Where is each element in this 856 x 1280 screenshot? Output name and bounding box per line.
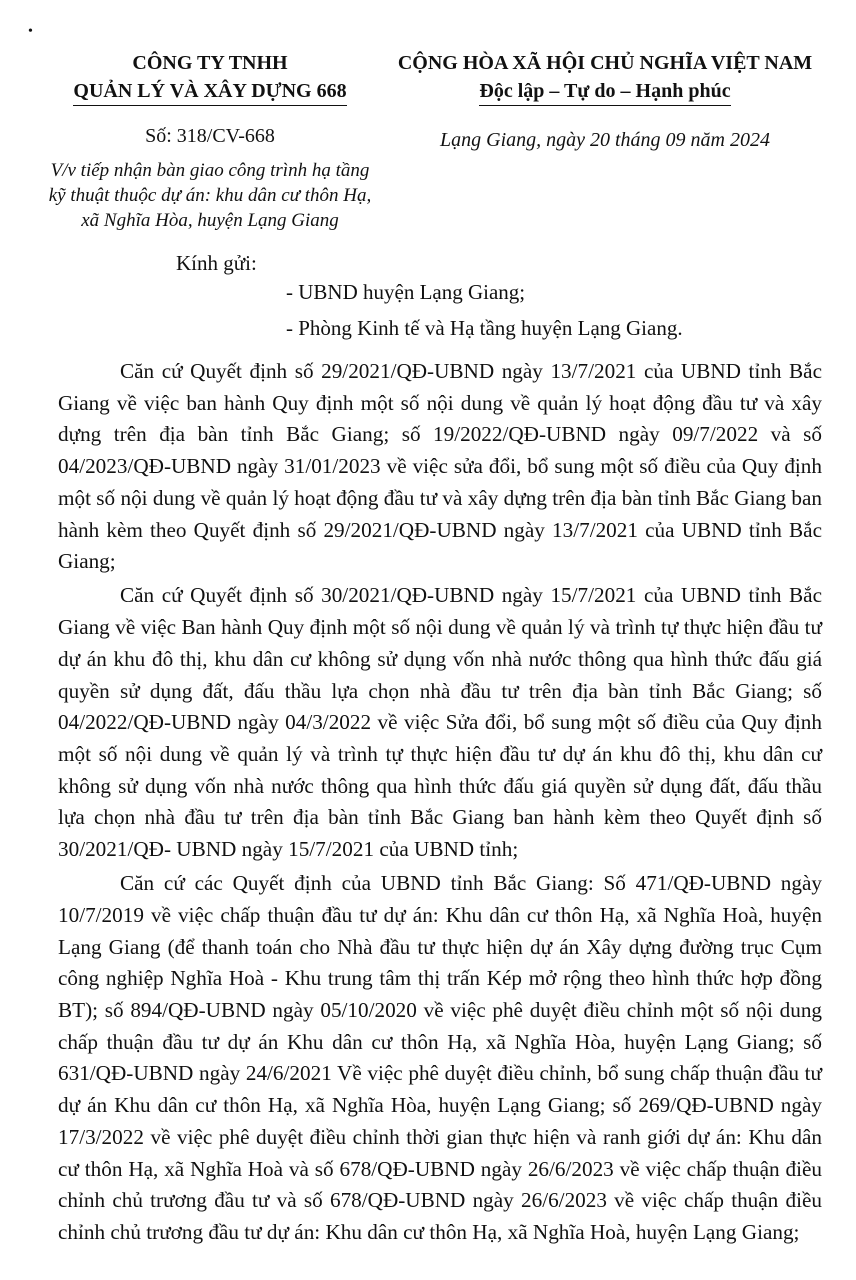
greeting: Kính gửi: <box>176 251 257 275</box>
recipient-item: - Phòng Kinh tế và Hạ tầng huyện Lạng Giang. <box>286 316 683 340</box>
header-left <box>40 48 380 233</box>
scan-mark: • <box>28 24 33 39</box>
recipient-item: - UBND huyện Lạng Giang; <box>286 280 526 304</box>
body-paragraph: Căn cứ Quyết định số 30/2021/QĐ-UBND ngày 15/7/2021 của UBND tỉnh Bắc Giang về việc Ban hành Quy định một số nội dung về quản lý và trình tự thực hiện đầu tư dự án khu đô thị, khu dân cư không sử dụng vốn nhà nước thông qua hình thức đấu giá quyền sử dụng đất, đấu thầu lựa chọn nhà đầu tư trên địa bàn tỉnh Bắc Giang; số 04/2022/QĐ-UBND ngày 04/3/2022 về việc Sửa đổi, bổ sung một số điều của Quy định một số nội dung về quản lý và trình tự thực hiện đầu tư dự án khu đô thị, khu dân cư không sử dụng vốn nhà nước thông qua hình thức đấu giá quyền sử dụng đất, đấu thầu lựa chọn nhà đầu tư trên địa bàn tỉnh Bắc Giang ban hành kèm theo Quyết định số 30/2021/QĐ- UBND ngày 15/7/2021 của UBND tỉnh; <box>58 583 822 862</box>
recipient-list <box>286 274 683 346</box>
national-motto: Độc lập – Tự do – Hạnh phúc <box>479 78 730 106</box>
document-subject: V/v tiếp nhận bàn giao công trình hạ tầng kỹ thuật thuộc dự án: khu dân cư thôn Hạ, xã Nghĩa Hòa, huyện Lạng Giang <box>48 160 372 231</box>
body-paragraph: Căn cứ Quyết định số 29/2021/QĐ-UBND ngày 13/7/2021 của UBND tỉnh Bắc Giang về việc ban hành Quy định một số nội dung về quản lý hoạt động đầu tư và xây dựng trên địa bàn tỉnh Bắc Giang; số 19/2022/QĐ-UBND ngày 09/7/2022 và số 04/2023/QĐ-UBND ngày 31/01/2023 về việc sửa đổi, bổ sung một số điều của Quy định một số nội dung về quản lý hoạt động đầu tư và xây dựng trên địa bàn tỉnh Bắc Giang ban hành kèm theo Quyết định số 29/2021/QĐ-UBND ngày 13/7/2021 của UBND tỉnh Bắc Giang; <box>58 359 822 574</box>
document-number: Số: 318/CV-668 <box>145 125 275 147</box>
place-and-date: Lạng Giang, ngày 20 tháng 09 năm 2024 <box>440 129 770 151</box>
country-name: CỘNG HÒA XÃ HỘI CHỦ NGHĨA VIỆT NAM <box>397 52 813 74</box>
body-paragraph: Căn cứ các Quyết định của UBND tỉnh Bắc Giang: Số 471/QĐ-UBND ngày 10/7/2019 về việc chấp thuận đầu tư dự án: Khu dân cư thôn Hạ, xã Nghĩa Hoà, huyện Lạng Giang (để thanh toán cho Nhà đầu tư thực hiện dự án Xây dựng đường trục Cụm công nghiệp Nghĩa Hoà - Khu trung tâm thị trấn Kép mở rộng theo hình thức hợp đồng BT); số 894/QĐ-UBND ngày 05/10/2020 về việc phê duyệt điều chỉnh một số nội dung chấp thuận đầu tư dự án Khu dân cư thôn Hạ, xã Nghĩa Hòa, huyện Lạng Giang; số 631/QĐ-UBND ngày 24/6/2021 Về việc phê duyệt điều chỉnh, bổ sung chấp thuận đầu tư dự án Khu dân cư thôn Hạ, xã Nghĩa Hòa, huyện Lạng Giang; số 269/QĐ-UBND ngày 17/3/2022 về việc phê duyệt điều chỉnh thời gian thực hiện và ranh giới dự án: Khu dân cư thôn Hạ, xã Nghĩa Hoà và số 678/QĐ-UBND ngày 26/6/2023 về việc chấp thuận điều chỉnh chủ trương đầu tư và số 678/QĐ-UBND ngày 26/6/2023 về việc chấp thuận điều chỉnh chủ trương đầu tư dự án: Khu dân cư thôn Hạ, xã Nghĩa Hoà, huyện Lạng Giang; <box>58 871 822 1244</box>
company-name-line1: CÔNG TY TNHH <box>132 52 288 74</box>
company-name-line2: QUẢN LÝ VÀ XÂY DỰNG 668 <box>73 78 346 106</box>
header-right <box>380 48 830 154</box>
document-body <box>58 356 822 1251</box>
